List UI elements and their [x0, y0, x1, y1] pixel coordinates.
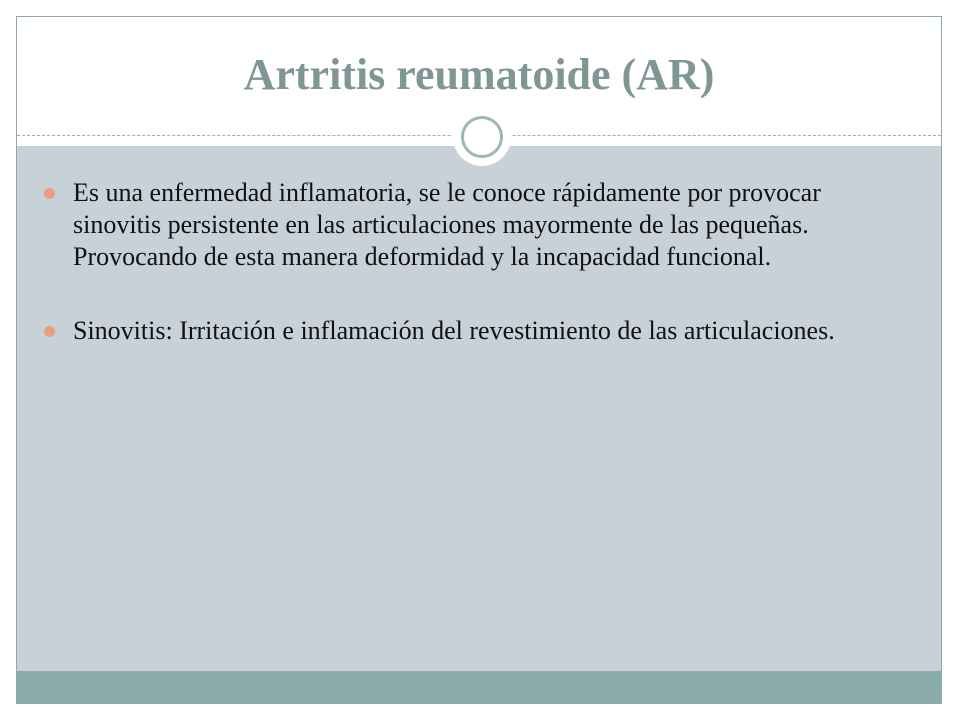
bullet-list — [41, 177, 901, 389]
circle-ring-icon — [453, 108, 511, 166]
bullet-text: Sinovitis: Irritación e inflamación del revestimiento de las articulaciones. — [73, 316, 835, 345]
bullet-dot-icon — [44, 188, 55, 199]
slide-frame — [16, 16, 942, 704]
bullet-item-sinovitis — [41, 315, 901, 347]
bullet-item-definition — [41, 177, 901, 273]
bullet-dot-icon — [44, 326, 55, 337]
circle-ring-inner — [461, 116, 503, 158]
footer-bar — [17, 671, 941, 703]
slide-title: Artritis reumatoide (AR) — [243, 50, 715, 99]
bullet-text: Es una enfermedad inflamatoria, se le conoce rápidamente por provocar sinovitis persistente en las articulaciones mayormente de las pequeñas. Provocando de esta manera deformidad y la incapacidad funcional. — [73, 178, 821, 271]
